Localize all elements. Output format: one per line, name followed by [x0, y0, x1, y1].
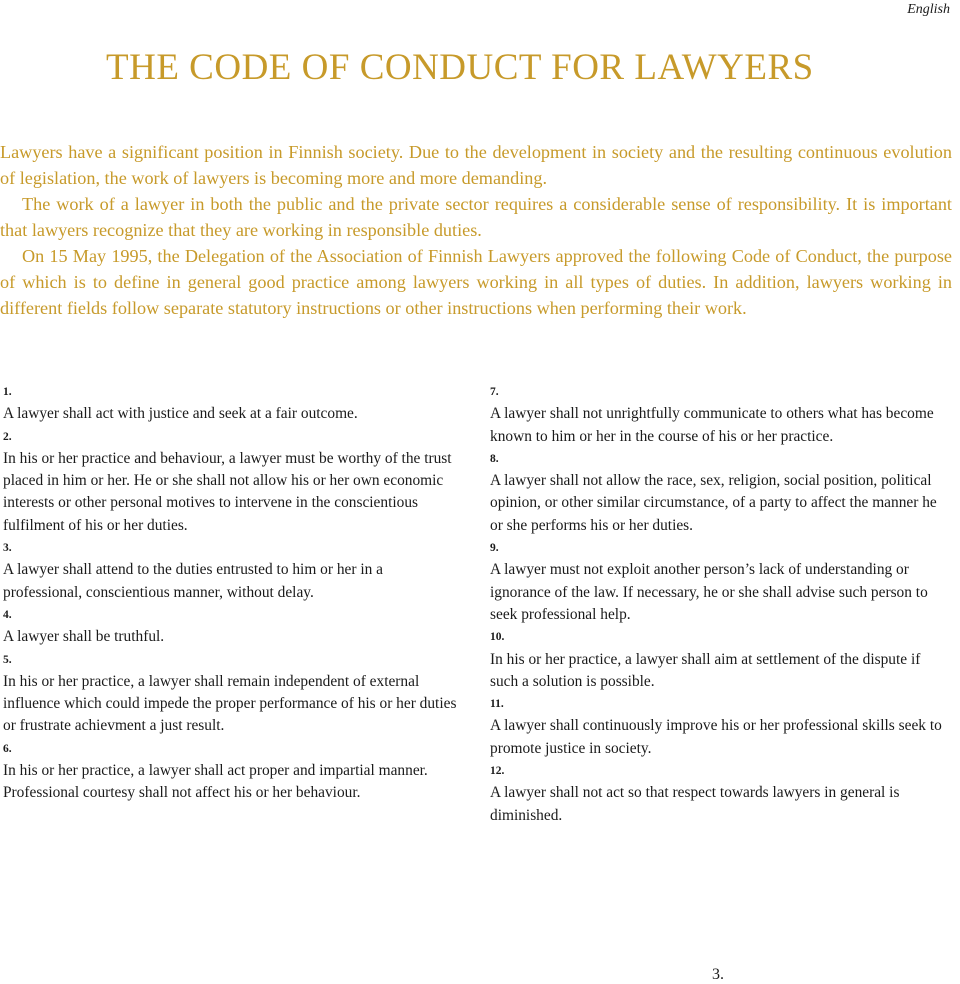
rule-number: 10. [490, 631, 505, 644]
page-number: 3. [712, 966, 724, 983]
language-label: English [907, 2, 950, 17]
rule-number: 7. [490, 386, 499, 398]
rule-number: 5. [3, 653, 12, 666]
intro-section [0, 139, 952, 321]
rule-number: 11. [490, 698, 504, 711]
rule-number: 4. [3, 608, 12, 621]
rule-text: A lawyer shall continuously improve his or her professional skills seek to promote justice in society. [490, 717, 942, 757]
rule-number: 8. [490, 452, 499, 465]
rule-item [490, 693, 950, 760]
intro-paragraph: On 15 May 1995, the Delegation of the Association of Finnish Lawyers approved the following Code of Conduct, the purpose of which is to define in general good practice among lawyers working in all types of duties. In addition, lawyers working in different fields follow separate statutory instructions or other instructions when performing their work. [0, 246, 952, 318]
rule-item [490, 381, 950, 448]
rule-item [490, 537, 950, 626]
rules-right-column [490, 381, 950, 827]
rule-text: In his or her practice, a lawyer shall aim at settlement of the dispute if such a solution is possible. [490, 650, 921, 690]
rule-text: A lawyer shall not act so that respect towards lawyers in general is diminished. [490, 784, 900, 824]
rule-text: A lawyer must not exploit another person’s lack of understanding or ignorance of the law. If necessary, he or she shall advise such person to seek professional help. [490, 561, 928, 623]
rule-text: A lawyer shall act with justice and seek at a fair outcome. [3, 405, 358, 423]
intro-paragraph: Lawyers have a significant position in Finnish society. Due to the development in society and the resulting continuous evolution of legislation, the work of lawyers is becoming more and more demanding. [0, 142, 952, 188]
rule-text: In his or her practice and behaviour, a lawyer must be worthy of the trust placed in him or her. He or she shall not allow his or her own economic interests or other personal motives to intervene in the conscientious fulfilment of his or her duties. [3, 449, 452, 534]
rule-item [3, 381, 463, 426]
rule-number: 12. [490, 765, 505, 778]
rule-item [3, 604, 463, 649]
page-title: THE CODE OF CONDUCT FOR LAWYERS [106, 47, 814, 88]
rule-number: 3. [3, 542, 12, 555]
rule-item [490, 760, 950, 827]
intro-paragraph: The work of a lawyer in both the public and the private sector requires a considerable sense of responsibility. It is important that lawyers recognize that they are working in responsible duties. [0, 194, 952, 240]
rule-text: In his or her practice, a lawyer shall remain independent of external influence which could impede the proper performance of his or her duties or frustrate achievment a just result. [3, 672, 457, 735]
rule-text: A lawyer shall not unrightfully communicate to others what has become known to him or her in the course of his or her practice. [490, 405, 934, 445]
rule-item [3, 738, 463, 805]
rule-item [3, 426, 463, 537]
rule-number: 1. [3, 386, 12, 398]
rule-text: A lawyer shall not allow the race, sex, religion, social position, political opinion, or other similar circumstance, of a party to affect the manner he or she performs his or her duties. [490, 472, 937, 534]
rule-text: A lawyer shall attend to the duties entrusted to him or her in a professional, conscientious manner, without delay. [3, 561, 383, 601]
rule-item [490, 448, 950, 537]
rule-item [3, 649, 463, 738]
rule-item [3, 537, 463, 604]
rule-number: 6. [3, 742, 12, 755]
rules-left-column [3, 381, 463, 805]
rule-text: In his or her practice, a lawyer shall act proper and impartial manner. Professional courtesy shall not affect his or her behaviour. [3, 762, 428, 802]
rule-item [490, 626, 950, 693]
rule-number: 2. [3, 430, 12, 443]
rule-number: 9. [490, 542, 499, 555]
rule-text: A lawyer shall be truthful. [3, 628, 165, 646]
